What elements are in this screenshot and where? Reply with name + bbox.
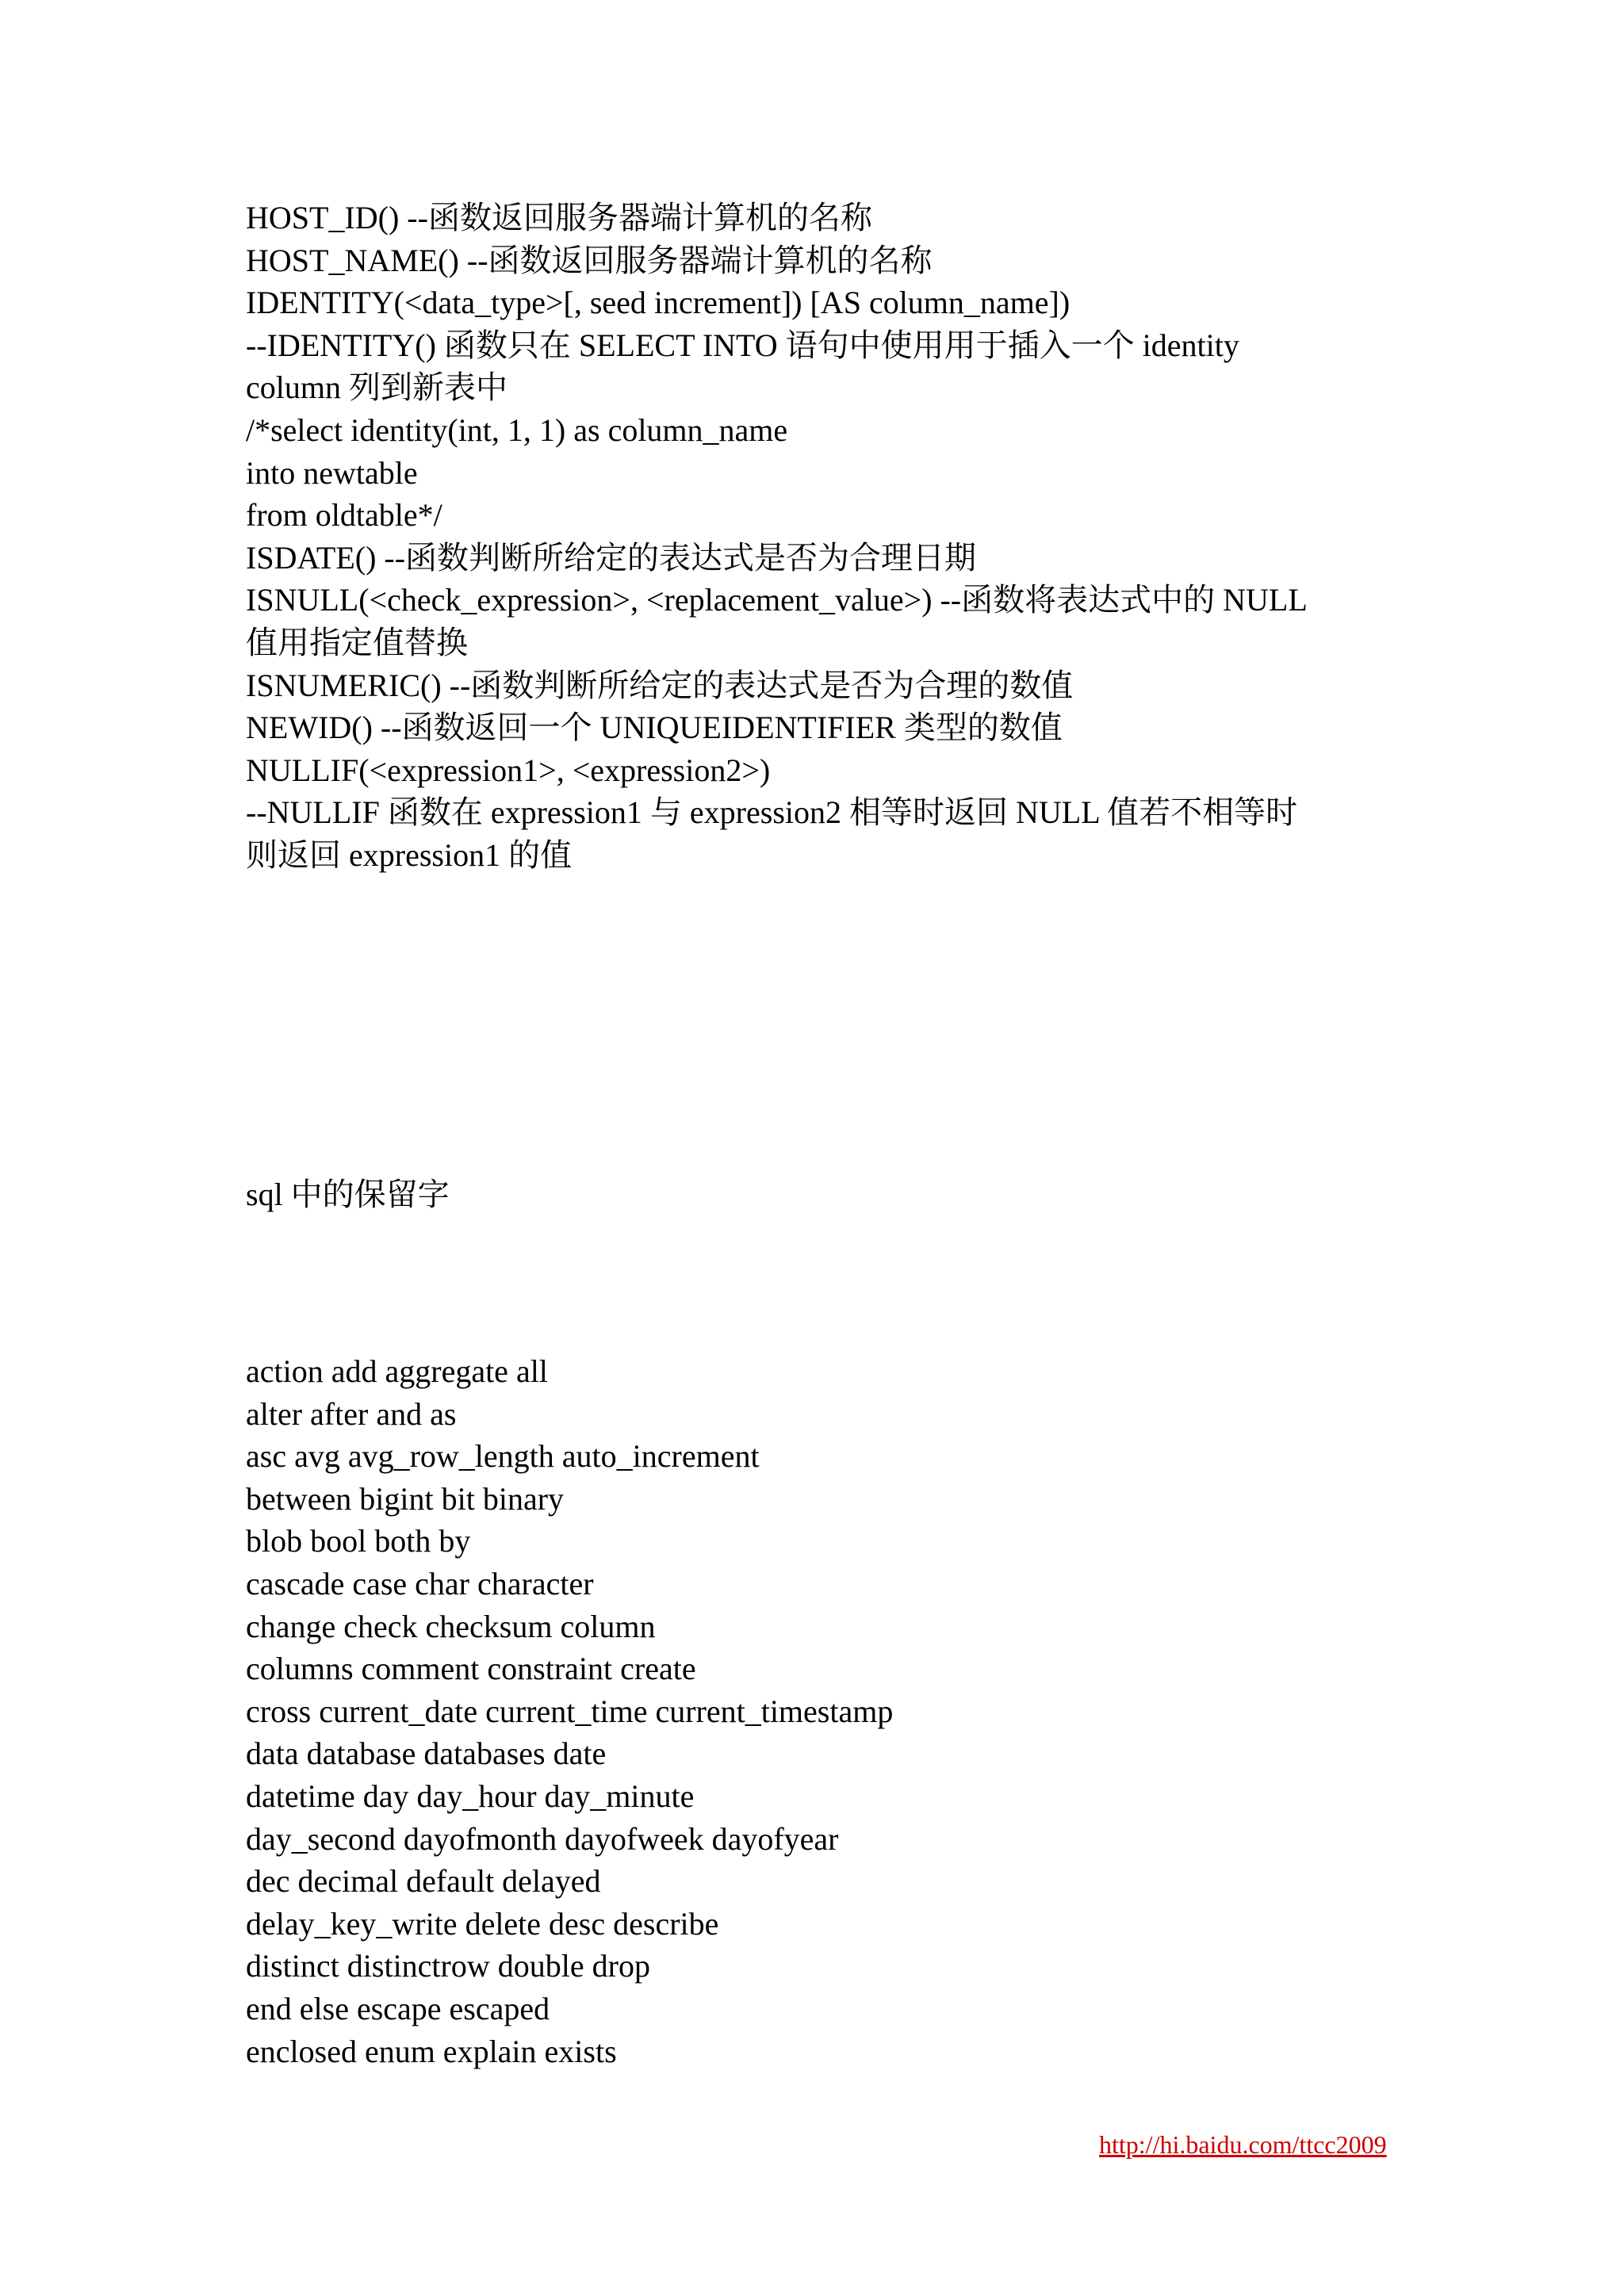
text-line: column 列到新表中 <box>246 369 508 406</box>
text-line: ISNUMERIC() --函数判断所给定的表达式是否为合理的数值 <box>246 667 1074 703</box>
reserved-words-line: datetime day day_hour day_minute <box>246 1777 695 1814</box>
text-line: --IDENTITY() 函数只在 SELECT INTO 语句中使用用于插入一个 identity <box>246 327 1239 363</box>
text-line: 则返回 expression1 的值 <box>246 836 573 873</box>
reserved-words-line: delay_key_write delete desc describe <box>246 1905 719 1942</box>
text-line: NEWID() --函数返回一个 UNIQUEIDENTIFIER 类型的数值 <box>246 710 1063 746</box>
reserved-words-section <box>246 1350 1396 2072</box>
text-line: ISDATE() --函数判断所给定的表达式是否为合理日期 <box>246 539 977 576</box>
reserved-words-line: data database databases date <box>246 1735 607 1772</box>
reserved-words-line: end else escape escaped <box>246 1990 550 2026</box>
reserved-words-line: action add aggregate all <box>246 1353 548 1389</box>
reserved-words-line: asc avg avg_row_length auto_increment <box>246 1438 760 1475</box>
reserved-words-line: blob bool both by <box>246 1523 471 1559</box>
reserved-words-line: cascade case char character <box>246 1565 594 1601</box>
reserved-words-line: between bigint bit binary <box>246 1480 565 1517</box>
reserved-words-line: day_second dayofmonth dayofweek dayofyear <box>246 1820 839 1857</box>
text-line: IDENTITY(<data_type>[, seed increment]) [AS column_name]) <box>246 285 1071 321</box>
text-line: ISNULL(<check_expression>, <replacement_value>) --函数将表达式中的 NULL <box>246 582 1308 618</box>
text-line: 值用指定值替换 <box>246 624 468 660</box>
text-line: --NULLIF 函数在 expression1 与 expression2 相等时返回 NULL 值若不相等时 <box>246 794 1298 831</box>
text-line: NULLIF(<expression1>, <expression2>) <box>246 752 771 788</box>
reserved-words-line: alter after and as <box>246 1395 457 1432</box>
reserved-words-line: cross current_date current_time current_timestamp <box>246 1693 894 1729</box>
text-line: HOST_ID() --函数返回服务器端计算机的名称 <box>246 200 872 235</box>
functions-section <box>246 197 1396 877</box>
text-line: /*select identity(int, 1, 1) as column_name <box>246 411 788 448</box>
reserved-words-line: dec decimal default delayed <box>246 1863 601 1900</box>
section-heading <box>246 1173 1396 1216</box>
reserved-words-line: change check checksum column <box>246 1608 656 1644</box>
text-line: HOST_NAME() --函数返回服务器端计算机的名称 <box>246 242 933 278</box>
section-heading-text: sql 中的保留字 <box>246 1177 450 1212</box>
reserved-words-line: enclosed enum explain exists <box>246 2033 617 2069</box>
text-line: into newtable <box>246 454 418 491</box>
text-line: from oldtable*/ <box>246 497 442 534</box>
reserved-words-line: distinct distinctrow double drop <box>246 1948 650 1984</box>
reserved-words-line: columns comment constraint create <box>246 1651 696 1687</box>
footer-link[interactable]: http://hi.baidu.com/ttcc2009 <box>1099 2130 1387 2159</box>
